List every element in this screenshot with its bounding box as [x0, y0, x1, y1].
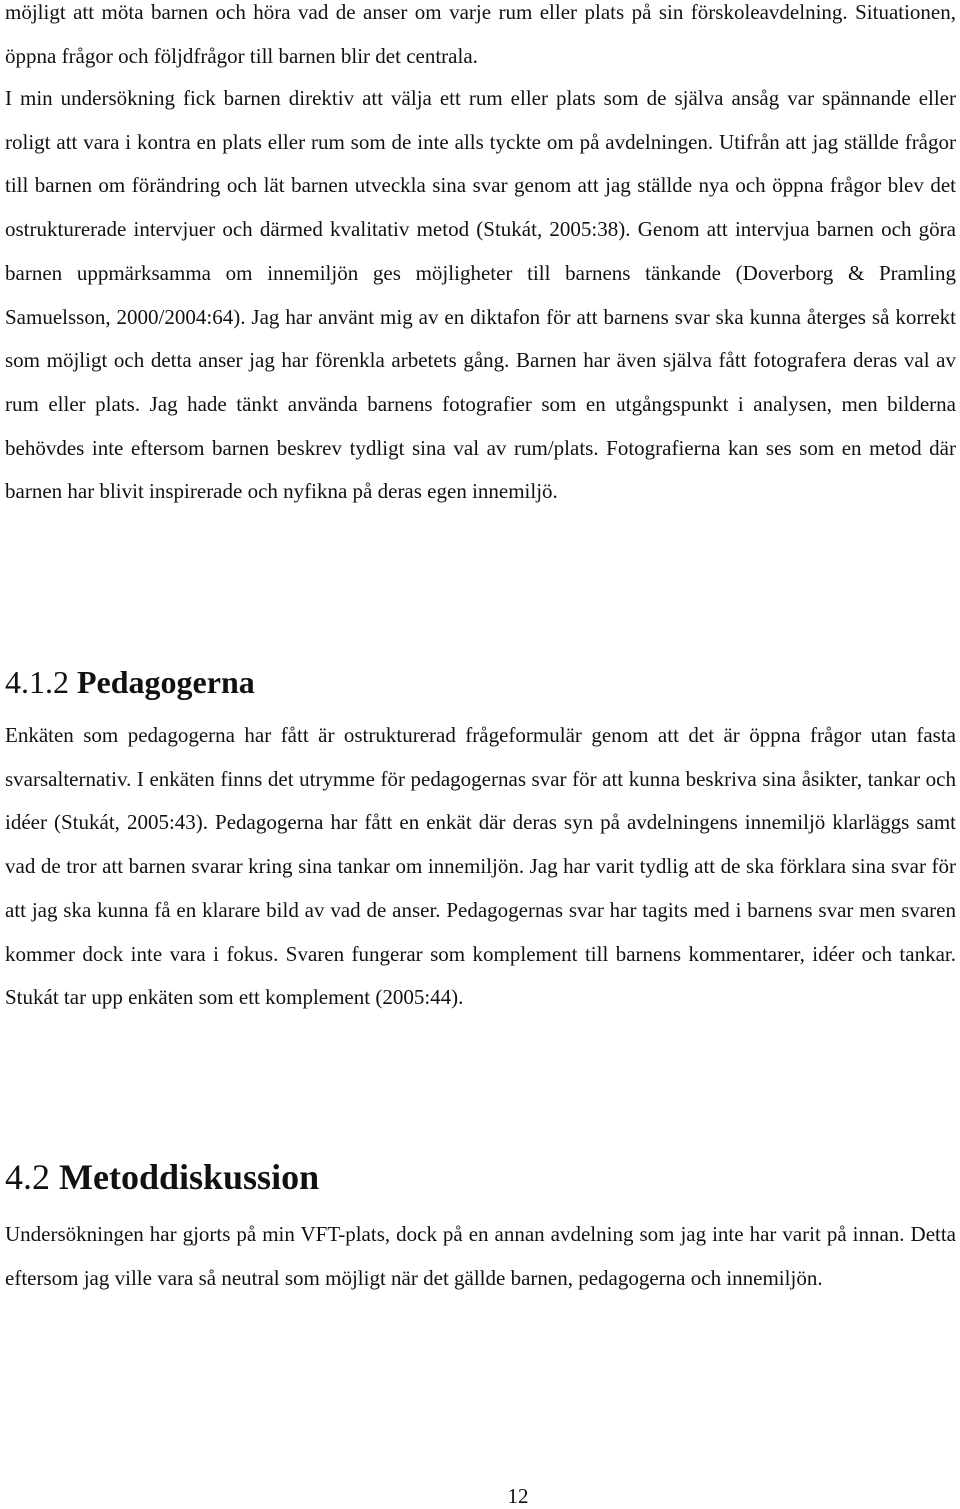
paragraph-intro: möjligt att möta barnen och höra vad de anser om varje rum eller plats på sin förskoleavdelning. Situationen, öppna frågor och följdfrågor till barnen blir det centrala.	[5, 0, 956, 68]
section-number: 4.2	[5, 1157, 50, 1197]
paragraph-metoddiskussion: Undersökningen har gjorts på min VFT-plats, dock på en annan avdelning som jag inte har varit på innan. Detta eftersom jag ville vara så neutral som möjligt när det gällde barnen, pedagogerna och innemiljön.	[5, 1222, 956, 1290]
section-heading-pedagogerna	[5, 660, 255, 704]
page-number: 12	[507, 1484, 529, 1508]
section-heading-metoddiskussion	[5, 1152, 319, 1202]
paragraph-method: I min undersökning fick barnen direktiv att välja ett rum eller plats som de själva ansåg var spännande eller roligt att vara i kontra en plats eller rum som de inte alls tyckte om på avdelningen. Utifrån att jag ställde frågor till barnen om förändring och lät barnen utveckla sina svar genom att jag ställde nya och öppna frågor blev det ostrukturerade intervjuer och därmed kvalitativ metod (Stukát, 2005:38). Genom att intervjua barnen och göra barnen uppmärksamma om innemiljön ges möjligheter till barnens tänkande (Doverborg & Pramling Samuelsson, 2000/2004:64). Jag har använt mig av en diktafon för att barnens svar ska kunna återges så korrekt som möjligt och detta anser jag har förenkla arbetets gång. Barnen har även själva fått fotografera deras val av rum eller plats. Jag hade tänkt använda barnens fotografier som en utgångspunkt i analysen, men bilderna behövdes inte eftersom barnen beskrev tydligt sina val av rum/plats. Fotografierna kan ses som en metod där barnen har blivit inspirerade och nyfikna på deras egen innemiljö.	[5, 86, 956, 504]
section-title: Metoddiskussion	[59, 1157, 320, 1197]
section-number: 4.1.2	[5, 664, 69, 700]
section-title: Pedagogerna	[77, 664, 255, 700]
paragraph-pedagogerna: Enkäten som pedagogerna har fått är ostrukturerad frågeformulär genom att det är öppna frågor utan fasta svarsalternativ. I enkäten finns det utrymme för pedagogernas svar för att kunna beskriva sina åsikter, tankar och idéer (Stukát, 2005:43). Pedagogerna har fått en enkät där deras syn på avdelningens innemiljö klarläggs samt vad de tror att barnen svarar kring sina tankar om innemiljön. Jag har varit tydlig att de ska förklara sina svar för att jag ska kunna få en klarare bild av vad de anser. Pedagogernas svar har tagits med i barnens svar men svaren kommer dock inte vara i fokus. Svaren fungerar som komplement till barnens kommentarer, idéer och tankar. Stukát tar upp enkäten som ett komplement (2005:44).	[5, 723, 956, 1010]
